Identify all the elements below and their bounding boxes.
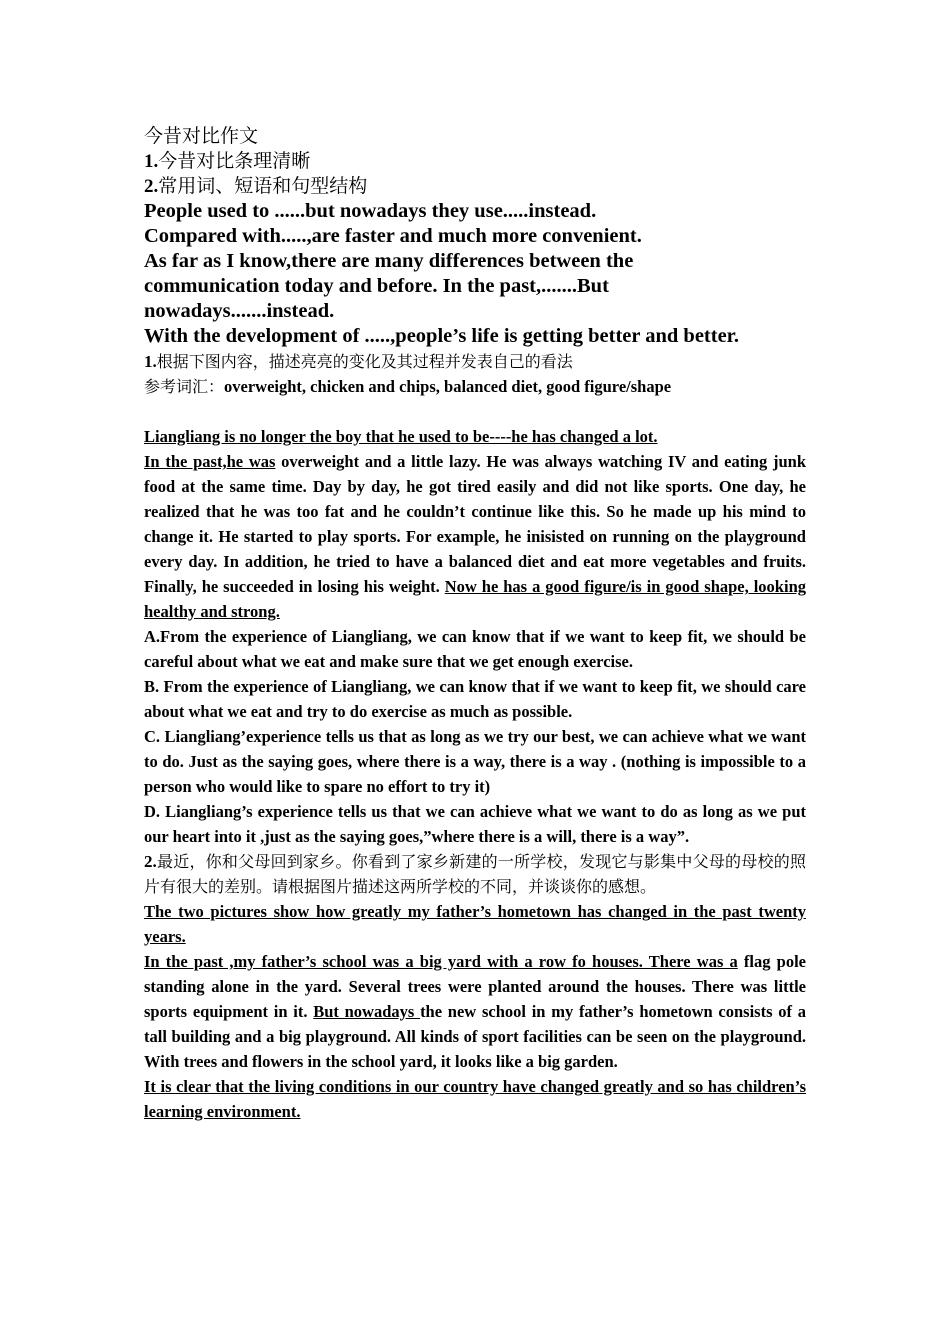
option-a: A.From the experience of Liangliang, we can know that if we want to keep fit, we should be careful about what we eat and make sure that we get enough exercise. [144,627,806,671]
point-1 [144,149,806,174]
essay-2-opening-text: The two pictures show how greatly my father’s hometown has changed in the past twenty years. [144,902,806,946]
essay-2-opening [144,899,806,949]
essay-1-body [144,449,806,624]
vocab-words: overweight, chicken and chips, balanced diet, good figure/shape [224,377,672,396]
blank-line [144,399,806,424]
doc-title: 今昔对比作文 [144,125,259,147]
task-1-prompt [144,349,806,374]
document-content [144,124,806,1124]
point-2-text: 常用词、短语和句型结构 [158,175,368,197]
vocab-line [144,374,806,399]
essay-1-opening-text: Liangliang is no longer the boy that he used to be----he has changed a lot. [144,427,658,446]
option-b: B. From the experience of Liangliang, we can know that if we want to keep fit, we should care about what we eat and try to do exercise as much as possible. [144,677,806,721]
essay-1-now-text: Now he has a good figure/is in good shape, looking healthy and strong. [144,577,806,621]
essay-2-now-marker: But nowadays [313,1002,421,1021]
task-1-text: 根据下图内容，描述亮亮的变化及其过程并发表自己的看法 [156,352,573,371]
point-2 [144,174,806,199]
task-2-number: 2. [144,852,157,871]
essay-1-opening [144,424,806,449]
point-2-number: 2. [144,176,159,197]
essay-2-conclusion-text: It is clear that the living conditions in our country have changed greatly and so has children’s learning environment. [144,1077,806,1121]
essay-1-past-marker: In the past,he was [144,452,276,471]
task-1-number: 1. [144,352,157,371]
essay-2-body-text-2: the new school in my father’s hometown consists of a tall building and a big playground. All kinds of sport facilities can be seen on the playground. With trees and flowers in the school yard, it looks like a big garden. [144,1002,806,1071]
option-d: D. Liangliang’s experience tells us that we can achieve what we want to do as long as we put our heart into it ,just as the saying goes,”where there is a will, there is a way”. [144,802,806,846]
pattern-compared-with: Compared with.....,are faster and much more convenient. [144,225,642,247]
essay-2-body [144,949,806,1074]
task-2-prompt [144,849,806,899]
vocab-label: 参考词汇： [144,377,225,396]
essay-1-body-text: overweight and a little lazy. He was always watching IV and eating junk food at the same time. Day by day, he got tired easily and did not like sports. One day, he realized that he was too fat and he couldn’t continue like this. So he made up his mind to change it. He started to play sports. For example, he inisisted on running on the playground every day. In addition, he tried to have a balanced diet and eat more vegetables and fruits. Finally, he succeeded in losing his weight. [144,452,806,596]
pattern-development: With the development of .....,people’s life is getting better and better. [144,325,740,347]
essay-2-conclusion [144,1074,806,1124]
pattern-used-to: People used to ......but nowadays they use.....instead. [144,200,597,222]
essay-2-past-text: In the past ,my father’s school was a big yard with a row fo houses. There was a [144,952,738,971]
option-c: C. Liangliang’experience tells us that as long as we try our best, we can achieve what we want to do. Just as the saying goes, where there is a way, there is a way . (nothing is impossible to a person who would like to spare no effort to try it) [144,727,806,796]
pattern-as-far-as: As far as I know,there are many differences between the communication today and before. In the past,.......But nowadays.......instead. [144,250,634,322]
point-1-number: 1. [144,151,159,172]
essay-2-body-text-1: flag pole standing alone in the yard. Several trees were planted around the houses. There was little sports equipment in it. [144,952,806,1021]
point-1-text: 今昔对比条理清晰 [158,150,311,172]
task-2-text: 最近，你和父母回到家乡。你看到了家乡新建的一所学校，发现它与影集中父母的母校的照片有很大的差别。请根据图片描述这两所学校的不同，并谈谈你的感想。 [144,852,806,896]
